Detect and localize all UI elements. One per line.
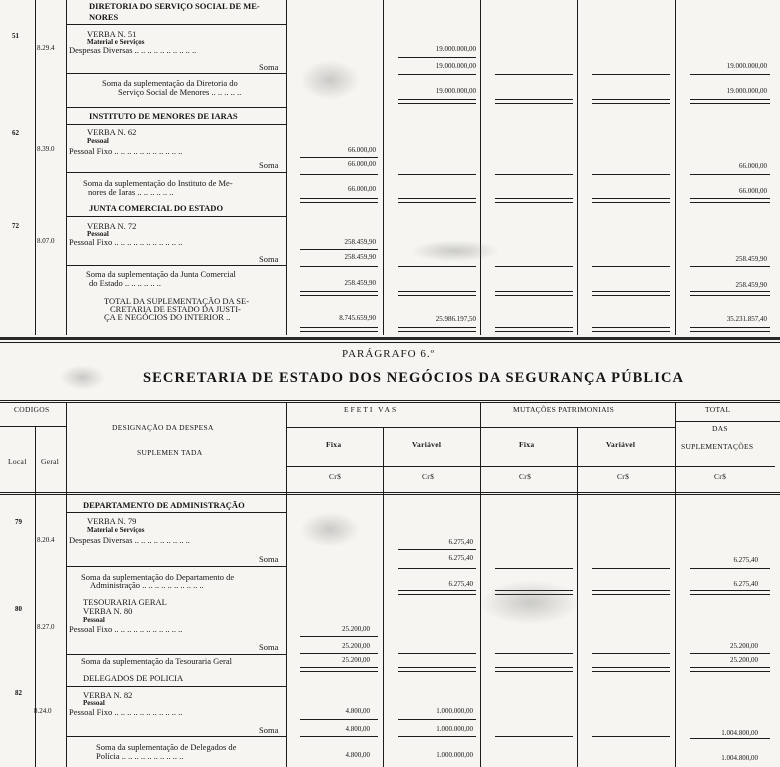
currency-label: Cr$ — [422, 472, 435, 481]
amount: 258.459,90 — [344, 253, 376, 261]
subtotal-label-cont: Polícia .. .. .. .. .. .. .. .. .. .. — [96, 751, 184, 761]
amount: 258.459,90 — [735, 281, 767, 289]
verba-label: VERBA N. 62 — [87, 127, 137, 137]
amount: 1.004.800,00 — [721, 754, 758, 762]
amount: 66.000,00 — [739, 162, 767, 170]
subtotal-label: Soma da suplementação do Departamento de — [81, 572, 235, 582]
secretaria-heading: SECRETARIA DE ESTADO DOS NEGÓCIOS DA SEGURANÇA PÚBLICA — [143, 370, 685, 386]
amount: 6.275,40 — [733, 556, 758, 564]
amount: 4.800,00 — [345, 725, 370, 733]
verba-category: Pessoal — [87, 230, 109, 238]
amount: 258.459,90 — [344, 279, 376, 287]
verba-category: Pessoal — [87, 137, 109, 145]
geral-code: 8.24.0 — [34, 707, 52, 715]
header-variavel: Variável — [412, 440, 442, 449]
amount: 19.000.000,00 — [726, 87, 767, 95]
geral-code: 8.39.0 — [37, 145, 55, 153]
amount: 6.275,40 — [448, 538, 473, 546]
amount: 6.275,40 — [448, 580, 473, 588]
amount: 6.275,40 — [448, 554, 473, 562]
soma-label: Soma — [259, 554, 279, 564]
amount: 66.000,00 — [348, 185, 376, 193]
subtotal-label: Soma da suplementação do Instituto de Me- — [83, 178, 233, 188]
header-mutacoes: MUTAÇÕES PATRIMONIAIS — [513, 405, 615, 414]
expense-line: Pessoal Fixo .. .. .. .. .. .. .. .. .. .. .. — [69, 146, 183, 156]
grand-total-label-cont: CRETARIA DE ESTADO DA JUSTI- — [110, 304, 241, 314]
local-code: 62 — [12, 129, 19, 137]
subtotal-label-cont: Serviço Social de Menores .. .. .. .. .. — [118, 87, 242, 97]
header-codigos: CODIGOS — [14, 405, 50, 414]
header-local: Local — [8, 457, 27, 466]
amount: 66.000,00 — [739, 187, 767, 195]
verba-label: VERBA N. 82 — [83, 690, 133, 700]
verba-label: VERBA N. 72 — [87, 221, 137, 231]
verba-category: Material e Serviços — [87, 38, 145, 46]
verba-category: Pessoal — [83, 616, 105, 624]
local-code: 72 — [12, 222, 19, 230]
amount: 1.000.000,00 — [436, 725, 473, 733]
amount: 6.275,40 — [733, 580, 758, 588]
amount: 25.200,00 — [342, 642, 370, 650]
soma-label: Soma — [259, 62, 279, 72]
local-code: 51 — [12, 32, 19, 40]
header-geral: Geral — [41, 457, 60, 466]
header-fixa-mut: Fixa — [519, 440, 535, 449]
amount: 4.800,00 — [345, 751, 370, 759]
section-title: JUNTA COMERCIAL DO ESTADO — [89, 203, 224, 213]
header-designacao-cont: SUPLEMEN TADA — [137, 448, 203, 457]
subtotal-label-cont: do Estado .. .. .. .. .. .. — [89, 278, 162, 288]
header-variavel-mut: Variável — [606, 440, 636, 449]
amount: 25.200,00 — [730, 656, 758, 664]
amount: 19.000.000,00 — [435, 62, 476, 70]
verba-category: Pessoal — [83, 699, 105, 707]
subtotal-label: Soma da suplementação de Delegados de — [96, 742, 237, 752]
paragraph-heading: PARÁGRAFO 6.º — [342, 348, 436, 360]
expense-line: Despesas Diversas .. .. .. .. .. .. .. .. .. — [69, 535, 190, 545]
grand-total-amount: 8.745.659,90 — [339, 314, 376, 322]
section-title: DELEGADOS DE POLICIA — [83, 673, 184, 683]
expense-line: Pessoal Fixo .. .. .. .. .. .. .. .. .. .. .. — [69, 707, 183, 717]
scan-smudge — [300, 60, 360, 100]
grand-total-label: TOTAL DA SUPLEMENTAÇÃO DA SE- — [104, 296, 250, 306]
section-title: DIRETORIA DO SERVIÇO SOCIAL DE ME- — [89, 1, 260, 11]
amount: 66.000,00 — [348, 146, 376, 154]
local-code: 80 — [15, 605, 22, 613]
scan-smudge — [300, 512, 360, 547]
section-title: TESOURARIA GERAL — [83, 597, 167, 607]
geral-code: 8.07.0 — [37, 237, 55, 245]
currency-label: Cr$ — [617, 472, 630, 481]
expense-line: Pessoal Fixo .. .. .. .. .. .. .. .. .. .. .. — [69, 237, 183, 247]
verba-category: Material e Serviços — [87, 526, 145, 534]
soma-label: Soma — [259, 160, 279, 170]
scan-smudge — [60, 365, 105, 390]
amount: 1.000.000,00 — [436, 707, 473, 715]
subtotal-label-cont: nores de Iaras .. .. .. .. .. .. — [88, 187, 174, 197]
currency-label: Cr$ — [519, 472, 532, 481]
amount: 19.000.000,00 — [435, 87, 476, 95]
subtotal-label: Soma da suplementação da Diretoria do — [102, 78, 238, 88]
grand-total-amount: 35.231.857,40 — [726, 315, 767, 323]
expense-line: Pessoal Fixo .. .. .. .. .. .. .. .. .. .. .. — [69, 624, 183, 634]
header-fixa: Fixa — [326, 440, 342, 449]
header-total-suplementacoes: SUPLEMENTAÇÕES — [681, 442, 754, 451]
amount: 1.004.800,00 — [721, 729, 758, 737]
soma-label: Soma — [259, 725, 279, 735]
soma-label: Soma — [259, 642, 279, 652]
section-title-cont: NORES — [89, 12, 119, 22]
header-total-das: DAS — [712, 424, 728, 433]
soma-label: Soma — [259, 254, 279, 264]
currency-label: Cr$ — [329, 472, 342, 481]
local-code: 82 — [15, 689, 22, 697]
local-code: 79 — [15, 518, 22, 526]
amount: 1.000.000,00 — [436, 751, 473, 759]
amount: 19.000.000,00 — [435, 45, 476, 53]
amount: 25.200,00 — [342, 625, 370, 633]
subtotal-label-cont: Administração .. .. .. .. .. .. .. .. .. .. — [90, 580, 204, 590]
header-efetivas: EFETI VAS — [344, 405, 399, 414]
section-title: INSTITUTO DE MENORES DE IARAS — [89, 111, 238, 121]
header-designacao: DESIGNAÇÃO DA DESPESA — [112, 423, 214, 432]
grand-total-amount: 25.986.197,50 — [435, 315, 476, 323]
geral-code: 8.29.4 — [37, 44, 55, 52]
subtotal-label: Soma da suplementação da Tesouraria Geral — [81, 656, 233, 666]
amount: 258.459,90 — [735, 255, 767, 263]
amount: 25.200,00 — [342, 656, 370, 664]
grand-total-label-cont2: ÇA E NEGÓCIOS DO INTERIOR .. — [104, 312, 231, 322]
scan-smudge — [480, 580, 580, 625]
section-title: DEPARTAMENTO DE ADMINISTRAÇÃO — [83, 500, 245, 510]
subtotal-label: Soma da suplementação da Junta Comercial — [86, 269, 236, 279]
scan-smudge — [410, 240, 500, 262]
amount: 66.000,00 — [348, 160, 376, 168]
verba-label: VERBA N. 51 — [87, 29, 137, 39]
geral-code: 8.27.0 — [37, 623, 55, 631]
header-total: TOTAL — [705, 405, 731, 414]
verba-label: VERBA N. 79 — [87, 516, 137, 526]
currency-label: Cr$ — [714, 472, 727, 481]
expense-line: Despesas Diversas .. .. .. .. .. .. .. .. .. .. — [69, 45, 197, 55]
amount: 258.459,90 — [344, 238, 376, 246]
amount: 25.200,00 — [730, 642, 758, 650]
geral-code: 8.20.4 — [37, 536, 55, 544]
amount: 19.000.000,00 — [726, 62, 767, 70]
verba-label: VERBA N. 80 — [83, 606, 133, 616]
amount: 4.800,00 — [345, 707, 370, 715]
